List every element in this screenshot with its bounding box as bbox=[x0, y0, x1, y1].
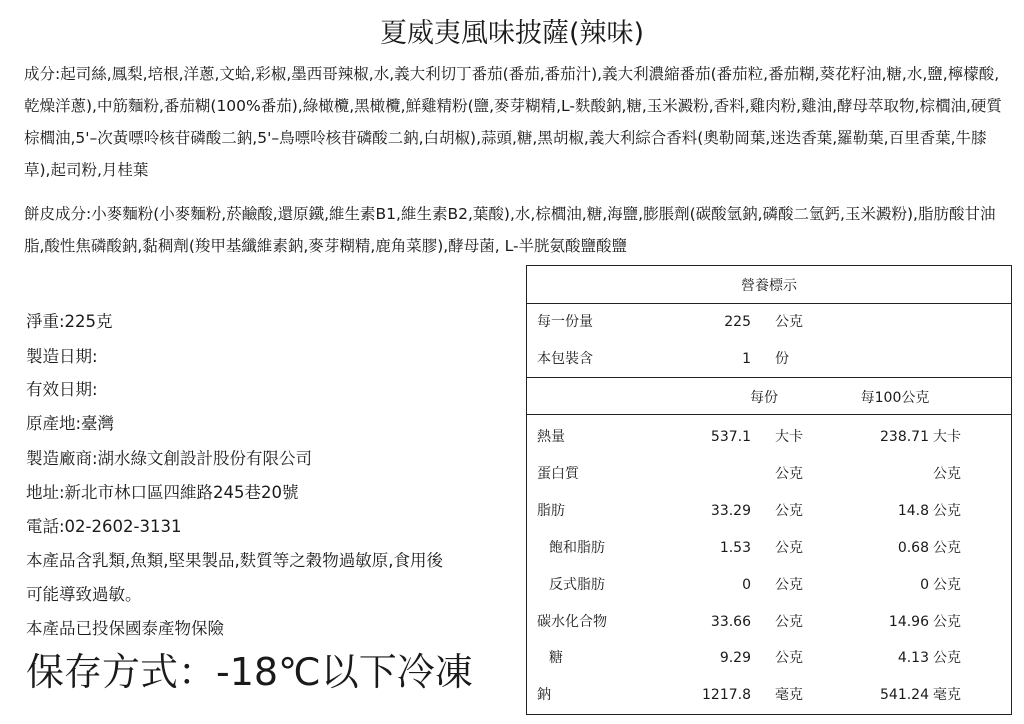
nutrient-unit-per-100g: 公克 bbox=[933, 466, 961, 482]
nutrient-unit-per-serving: 公克 bbox=[775, 650, 803, 666]
nutrient-unit-per-100g: 毫克 bbox=[933, 687, 961, 703]
nutrient-name: 脂肪 bbox=[537, 503, 565, 519]
nutrient-unit-per-100g: 公克 bbox=[933, 503, 961, 519]
nutrient-unit-per-serving: 公克 bbox=[775, 466, 803, 482]
nutrient-value-per-serving: 0 bbox=[742, 577, 751, 593]
storage-instructions: 保存方式：-18℃以下冷凍 bbox=[26, 650, 473, 694]
nutrient-value-per-serving: 9.29 bbox=[719, 650, 751, 666]
nutrient-value-per-serving: 33.66 bbox=[710, 614, 751, 630]
origin: 原產地:臺灣 bbox=[26, 414, 115, 433]
servings-per-package-value: 1 bbox=[742, 351, 751, 367]
servings-per-package-unit: 份 bbox=[775, 351, 789, 367]
nutrient-name: 鈉 bbox=[537, 687, 551, 703]
nutrient-unit-per-100g: 大卡 bbox=[933, 429, 961, 445]
nutrient-name: 蛋白質 bbox=[537, 466, 579, 482]
nutrient-name: 飽和脂肪 bbox=[549, 540, 605, 556]
nutrient-value-per-100g: 4.13 bbox=[897, 650, 929, 666]
servings-per-package-label: 本包裝含 bbox=[537, 351, 593, 367]
allergen-warning-line2: 可能導致過敏。 bbox=[26, 585, 142, 604]
expiry-date: 有效日期: bbox=[26, 380, 98, 399]
nutrient-unit-per-serving: 公克 bbox=[775, 540, 803, 556]
nutrition-facts-table bbox=[526, 265, 1012, 715]
nutrient-value-per-100g: 14.8 bbox=[897, 503, 929, 519]
product-title: 夏威夷風味披薩(辣味) bbox=[379, 18, 645, 49]
nutrient-name: 糖 bbox=[549, 650, 563, 666]
nutrient-value-per-100g: 0 bbox=[920, 577, 929, 593]
address: 地址:新北市林口區四維路245巷20號 bbox=[26, 483, 299, 502]
nutrient-value-per-serving: 537.1 bbox=[710, 429, 751, 445]
nutrient-value-per-100g: 14.96 bbox=[888, 614, 929, 630]
nutrient-unit-per-100g: 公克 bbox=[933, 540, 961, 556]
nutrient-value-per-100g: 0.68 bbox=[897, 540, 929, 556]
nutrient-unit-per-serving: 大卡 bbox=[775, 429, 803, 445]
ingredients-text: 成分:起司絲,鳳梨,培根,洋蔥,文蛤,彩椒,墨西哥辣椒,水,義大利切丁番茄(番茄,番茄汁),義大利濃縮番茄(番茄粒,番茄糊,葵花籽油,糖,水,鹽,檸檬酸,乾燥洋蔥),中筋麵粉,番茄糊(100%番茄),綠橄欖,黑橄欖,鮮雞精粉(鹽,麥芽糊精,L-麩酸鈉,糖,玉米澱粉,香料,雞肉粉,雞油,酵母萃取物,棕櫚油,硬質棕櫚油,5'–次黃嘌呤核苷磷酸二鈉,5'–鳥嘌呤核苷磷酸二鈉,白胡椒),蒜頭,糖,黑胡椒,義大利綜合香料(奧勒岡葉,迷迭香葉,羅勒葉,百里香葉,牛膝草),起司粉,月桂葉 bbox=[24, 65, 1002, 179]
nutrient-value-per-serving: 33.29 bbox=[710, 503, 751, 519]
nutrient-unit-per-serving: 公克 bbox=[775, 503, 803, 519]
manufacturer: 製造廠商:湖水綠文創設計股份有限公司 bbox=[26, 449, 313, 468]
nutrition-title: 營養標示 bbox=[741, 278, 797, 294]
serving-size-value: 225 bbox=[724, 314, 751, 330]
column-header-per-serving: 每份 bbox=[750, 390, 778, 406]
insurance-note: 本產品已投保國泰產物保險 bbox=[26, 619, 224, 638]
serving-size-unit: 公克 bbox=[775, 314, 803, 330]
serving-size-label: 每一份量 bbox=[537, 314, 593, 330]
crust-ingredients-text: 餅皮成分:小麥麵粉(小麥麵粉,菸鹼酸,還原鐵,維生素B1,維生素B2,葉酸),水,棕櫚油,糖,海鹽,膨脹劑(碳酸氫鈉,磷酸二氫鈣,玉米澱粉),脂肪酸甘油脂,酸性焦磷酸鈉,黏稠劑(羧甲基纖維素鈉,麥芽糊精,鹿角菜膠),酵母菌, L-半胱氨酸鹽酸鹽 bbox=[24, 205, 996, 255]
column-header-per-100g: 每100公克 bbox=[860, 390, 930, 406]
nutrient-value-per-serving: 1.53 bbox=[719, 540, 751, 556]
nutrient-value-per-100g: 238.71 bbox=[880, 429, 929, 445]
nutrient-unit-per-100g: 公克 bbox=[933, 650, 961, 666]
net-weight: 淨重:225克 bbox=[26, 312, 113, 331]
nutrient-value-per-100g: 541.24 bbox=[880, 687, 929, 703]
nutrient-value-per-serving: 1217.8 bbox=[702, 687, 751, 703]
nutrient-name: 反式脂肪 bbox=[549, 577, 605, 593]
nutrient-unit-per-100g: 公克 bbox=[933, 577, 961, 593]
nutrient-unit-per-serving: 毫克 bbox=[775, 687, 803, 703]
allergen-warning-line1: 本產品含乳類,魚類,堅果製品,麩質等之穀物過敏原,食用後 bbox=[26, 551, 443, 570]
nutrient-unit-per-serving: 公克 bbox=[775, 614, 803, 630]
nutrient-name: 碳水化合物 bbox=[537, 614, 607, 630]
nutrient-unit-per-100g: 公克 bbox=[933, 614, 961, 630]
phone: 電話:02-2602-3131 bbox=[26, 517, 182, 536]
nutrient-unit-per-serving: 公克 bbox=[775, 577, 803, 593]
nutrient-name: 熱量 bbox=[537, 429, 565, 445]
manufacture-date: 製造日期: bbox=[26, 347, 98, 366]
